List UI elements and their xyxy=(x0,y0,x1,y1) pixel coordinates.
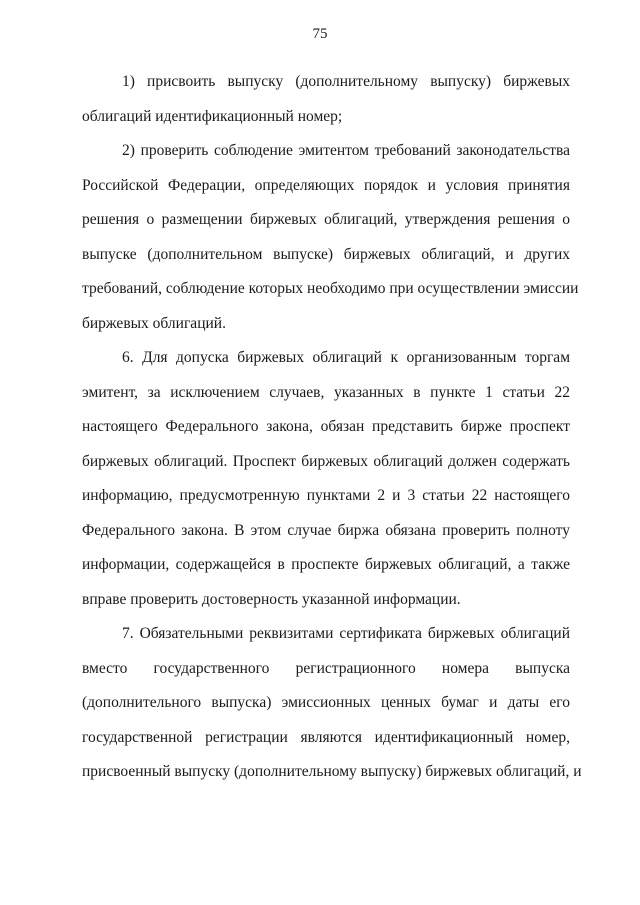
document-body xyxy=(82,70,582,795)
paragraph-item-1 xyxy=(82,70,570,139)
text-line: эмитент, за исключением случаев, указанных в пункте 1 статьи 22 xyxy=(82,383,570,401)
text-line: 6. Для допуска биржевых облигаций к организованным торгам xyxy=(122,349,570,366)
text-line: 2) проверить соблюдение эмитентом требований законодательства xyxy=(122,142,570,159)
text-line: настоящего Федерального закона, обязан представить бирже проспект xyxy=(82,418,570,435)
paragraph-item-2 xyxy=(82,139,579,346)
text-line: облигаций идентификационный номер; xyxy=(82,107,343,125)
text-line: вместо государственного регистрационного номера выпуска xyxy=(82,659,570,677)
page-number: 75 xyxy=(312,26,328,42)
text-line: 1) присвоить выпуску (дополнительному выпуску) биржевых xyxy=(122,73,570,90)
text-line: биржевых облигаций. xyxy=(82,314,226,332)
text-line: Российской Федерации, определяющих порядок и условия принятия xyxy=(82,176,570,194)
text-line: (дополнительного выпуска) эмиссионных ценных бумаг и даты его xyxy=(82,694,570,711)
text-line: 7. Обязательными реквизитами сертификата биржевых облигаций xyxy=(122,625,570,642)
text-line: вправе проверить достоверность указанной информации. xyxy=(82,590,461,608)
text-line: Федерального закона. В этом случае биржа обязана проверить полноту xyxy=(82,521,570,539)
text-line: выпуске (дополнительном выпуске) биржевых облигаций, и других xyxy=(82,245,570,263)
text-line: государственной регистрации являются идентификационный номер, xyxy=(82,728,570,746)
paragraph-clause-6 xyxy=(82,346,570,622)
text-line: информацию, предусмотренную пунктами 2 и 3 статьи 22 настоящего xyxy=(82,487,570,504)
text-line: решения о размещении биржевых облигаций, утверждения решения о xyxy=(82,211,570,228)
text-line: присвоенный выпуску (дополнительному выпуску) биржевых облигаций, и xyxy=(82,763,582,780)
paragraph-clause-7 xyxy=(82,622,582,795)
text-line: требований, соблюдение которых необходимо при осуществлении эмиссии xyxy=(82,280,579,297)
text-line: биржевых облигаций. Проспект биржевых облигаций должен содержать xyxy=(82,452,570,470)
text-line: информации, содержащейся в проспекте биржевых облигаций, а также xyxy=(82,556,570,573)
